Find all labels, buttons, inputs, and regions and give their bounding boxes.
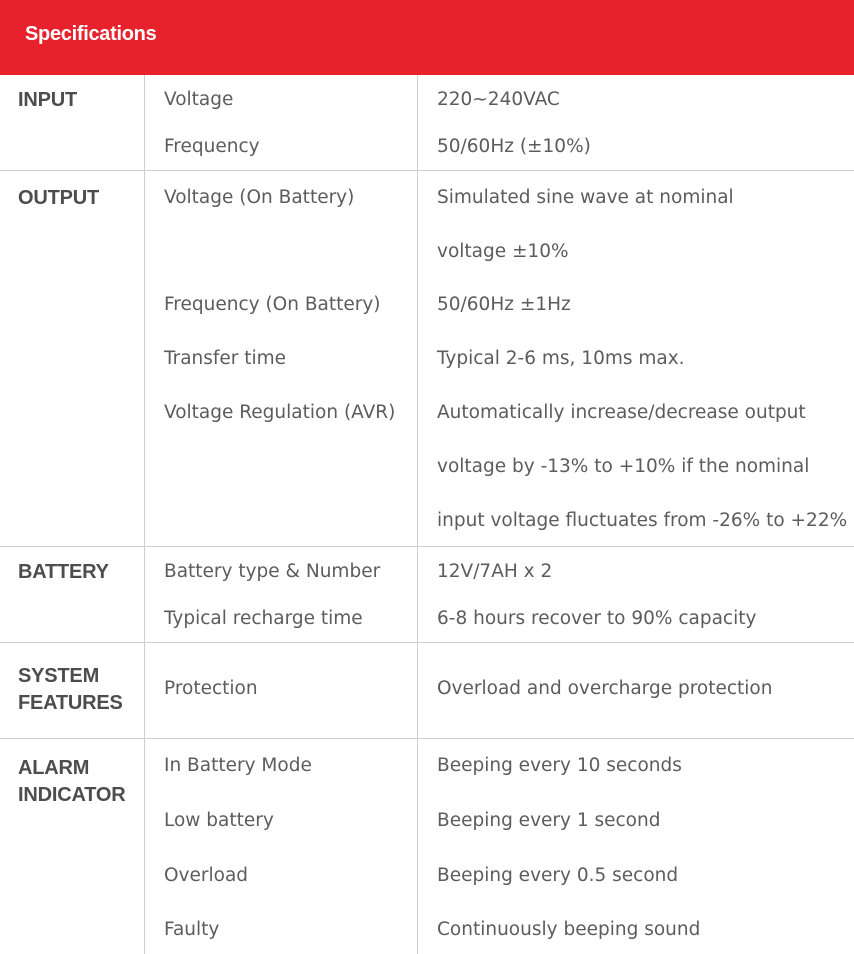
spec-value: 50/60Hz (±10%) bbox=[437, 136, 591, 157]
column-divider bbox=[417, 643, 418, 738]
spec-value: input voltage fluctuates from -26% to +22% bbox=[437, 510, 848, 531]
section-battery bbox=[0, 547, 854, 643]
section-output bbox=[0, 171, 854, 547]
header-title: Specifications bbox=[25, 23, 157, 45]
category-label-line: SYSTEM bbox=[18, 665, 100, 687]
category-label: INPUT bbox=[18, 89, 78, 111]
spec-label: Low battery bbox=[164, 810, 274, 831]
spec-value: 12V/7AH x 2 bbox=[437, 561, 553, 582]
spec-value: Continuously beeping sound bbox=[437, 919, 701, 940]
column-divider bbox=[417, 739, 418, 954]
spec-value: Typical 2-6 ms, 10ms max. bbox=[437, 348, 685, 369]
spec-value: Simulated sine wave at nominal bbox=[437, 187, 734, 208]
spec-value: 220~240VAC bbox=[437, 89, 560, 110]
spec-label: In Battery Mode bbox=[164, 755, 312, 776]
spec-label: Battery type & Number bbox=[164, 561, 381, 582]
category-label-line: FEATURES bbox=[18, 692, 123, 714]
spec-label: Frequency (On Battery) bbox=[164, 294, 381, 315]
category-label bbox=[18, 755, 138, 809]
spec-label: Typical recharge time bbox=[164, 608, 363, 629]
column-divider bbox=[417, 75, 418, 170]
spec-value: Overload and overcharge protection bbox=[437, 678, 773, 699]
spec-label: Overload bbox=[164, 865, 249, 886]
spec-label: Protection bbox=[164, 678, 258, 699]
spec-label: Faulty bbox=[164, 919, 220, 940]
spec-value: Automatically increase/decrease output bbox=[437, 402, 806, 423]
column-divider bbox=[144, 739, 145, 954]
spec-value: voltage ±10% bbox=[437, 241, 569, 262]
spec-value: voltage by -13% to +10% if the nominal bbox=[437, 456, 810, 477]
category-label-line: ALARM bbox=[18, 757, 90, 779]
section-system-features bbox=[0, 643, 854, 739]
column-divider bbox=[144, 171, 145, 546]
column-divider bbox=[417, 547, 418, 642]
spec-label: Transfer time bbox=[164, 348, 287, 369]
category-label: OUTPUT bbox=[18, 187, 100, 209]
spec-value: Beeping every 1 second bbox=[437, 810, 661, 831]
spec-value: 6-8 hours recover to 90% capacity bbox=[437, 608, 757, 629]
spec-label: Voltage Regulation (AVR) bbox=[164, 402, 396, 423]
category-label: BATTERY bbox=[18, 561, 109, 583]
spec-label: Voltage (On Battery) bbox=[164, 187, 355, 208]
category-label-line: INDICATOR bbox=[18, 784, 126, 806]
column-divider bbox=[144, 547, 145, 642]
spec-value: Beeping every 0.5 second bbox=[437, 865, 679, 886]
specifications-table bbox=[0, 75, 854, 954]
section-input bbox=[0, 75, 854, 171]
spec-label: Voltage bbox=[164, 89, 234, 110]
column-divider bbox=[144, 643, 145, 738]
spec-value: 50/60Hz ±1Hz bbox=[437, 294, 571, 315]
spec-label: Frequency bbox=[164, 136, 260, 157]
specifications-header bbox=[0, 0, 854, 75]
column-divider bbox=[417, 171, 418, 546]
spec-value: Beeping every 10 seconds bbox=[437, 755, 682, 776]
column-divider bbox=[144, 75, 145, 170]
section-alarm-indicator bbox=[0, 739, 854, 954]
category-label bbox=[18, 663, 138, 717]
